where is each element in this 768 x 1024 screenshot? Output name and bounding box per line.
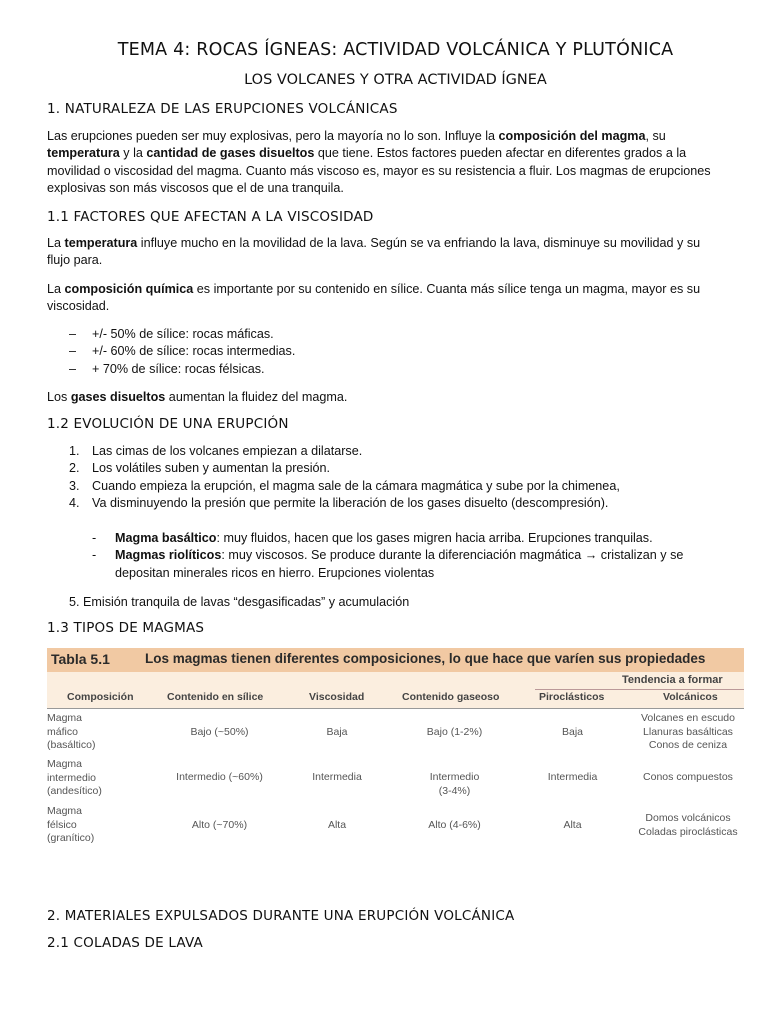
silica-list [47, 326, 744, 378]
table-cell: Intermedio (3-4%) [429, 771, 480, 797]
section-heading-2-1: 2.1 COLADAS DE LAVA [47, 935, 203, 951]
text-line: La temperatura influye mucho en la movilidad de la lava. Según se va enfriando la lava, disminuye su movilidad y su [47, 236, 701, 250]
text-line: flujo para. [47, 253, 103, 268]
table-header-bar [47, 648, 744, 672]
list-item: 4. Va disminuyendo la presión que permite la liberación de los gases disuelto (descompresión). [69, 496, 609, 511]
text-line: Los gases disueltos aumentan la fluidez del magma. [47, 390, 348, 404]
list-item: 1. Las cimas de los volcanes empiezan a dilatarse. [69, 444, 363, 458]
text-line: Las erupciones pueden ser muy explosivas, pero la mayoría no lo son. Influye la composición del magma, su [47, 129, 666, 143]
table-cell: Magma máfico (basáltico) [47, 712, 96, 751]
column-header: Viscosidad [309, 691, 365, 703]
text-line: movilidad o viscosidad del magma. Cuanto más viscoso es, mayor es su resistencia a fluir. Los magmas de erupciones [47, 163, 711, 178]
table-cell: Intermedia [312, 771, 362, 783]
column-header: Composición [67, 691, 134, 703]
table-cell: Conos compuestos [643, 771, 733, 783]
list-item: - Magmas riolíticos: muy viscosos. Se produce durante la diferenciación magmática → cristalizan y se depositan minerales ricos en hierro. Erupciones violentas [92, 548, 684, 580]
text-line: viscosidad. [47, 299, 110, 314]
list-item: - Magma basáltico: muy fluidos, hacen que los gases migren hacia arriba. Erupciones tranquilas. [92, 531, 653, 545]
table-cell: Alto (~70%) [191, 819, 248, 831]
section-heading-1-1: 1.1 FACTORES QUE AFECTAN A LA VISCOSIDAD [47, 209, 374, 225]
section-heading-1-2: 1.2 EVOLUCIÓN DE UNA ERUPCIÓN [47, 416, 289, 432]
step-five: 5. Emisión tranquila de lavas “desgasificadas” y acumulación [69, 595, 410, 609]
table-cell: Volcanes en escudo Llanuras basálticas Conos de ceniza [641, 712, 735, 751]
table-cell: Bajo (~50%) [190, 726, 249, 738]
table-rule [47, 708, 744, 709]
paragraph-erupciones [47, 128, 744, 198]
table-cell: Intermedia [547, 771, 598, 783]
column-header: Contenido en sílice [167, 691, 264, 703]
table-cell: Domos volcánicos Coladas piroclásticas [638, 812, 738, 838]
table-cell: Alta [327, 819, 347, 831]
text-line: explosivas son más viscosos que el de una tranquila. [47, 181, 344, 196]
table-number: Tabla 5.1 [51, 651, 110, 667]
table-cell: Magma félsico (granítico) [47, 805, 95, 844]
document-subtitle: LOS VOLCANES Y OTRA ACTIVIDAD ÍGNEA [244, 72, 547, 88]
paragraph-composicion [47, 281, 744, 316]
magma-type-list [47, 530, 744, 582]
group-header-rule [535, 689, 744, 690]
paragraph-gases [47, 389, 744, 406]
list-item: – + 70% de sílice: rocas félsicas. [69, 361, 265, 376]
table-cell: Baja [326, 726, 348, 738]
column-header: Piroclásticos [539, 691, 605, 703]
table-cell: Baja [561, 726, 583, 738]
list-item: 3. Cuando empieza la erupción, el magma sale de la cámara magmática y sube por la chimenea, [69, 478, 620, 493]
document-title: TEMA 4: ROCAS ÍGNEAS: ACTIVIDAD VOLCÁNICA Y PLUTÓNICA [117, 40, 674, 60]
table-cell: Alta [563, 819, 582, 831]
list-item: – +/- 60% de sílice: rocas intermedias. [69, 344, 296, 359]
text-line: La composición química es importante por su contenido en sílice. Cuanta más sílice tenga un magma, mayor es su [47, 282, 701, 296]
list-item: – +/- 50% de sílice: rocas máficas. [69, 327, 274, 341]
table-cell: Alto (4-6%) [428, 819, 481, 831]
section-heading-2: 2. MATERIALES EXPULSADOS DURANTE UNA ERUPCIÓN VOLCÁNICA [47, 908, 515, 924]
table-cell: Intermedio (~60%) [176, 771, 263, 783]
paragraph-temperatura [47, 235, 744, 270]
section-heading-1-3: 1.3 TIPOS DE MAGMAS [47, 620, 205, 636]
table-caption: Los magmas tienen diferentes composiciones, lo que hace que varíen sus propiedades [145, 651, 706, 666]
group-header: Tendencia a formar [622, 674, 723, 686]
text-line: temperatura y la cantidad de gases disueltos que tiene. Estos factores pueden afectar en diferentes grados a la [47, 146, 687, 161]
table-cell: Magma intermedio (andesítico) [47, 758, 102, 797]
column-header: Contenido gaseoso [402, 691, 500, 703]
column-header: Volcánicos [663, 691, 718, 703]
section-heading-1: 1. NATURALEZA DE LAS ERUPCIONES VOLCÁNICAS [47, 101, 398, 117]
eruption-steps-list [47, 443, 744, 513]
magma-table-image [47, 648, 744, 846]
list-item: 2. Los volátiles suben y aumentan la presión. [69, 461, 331, 476]
table-cell: Bajo (1-2%) [426, 726, 483, 738]
